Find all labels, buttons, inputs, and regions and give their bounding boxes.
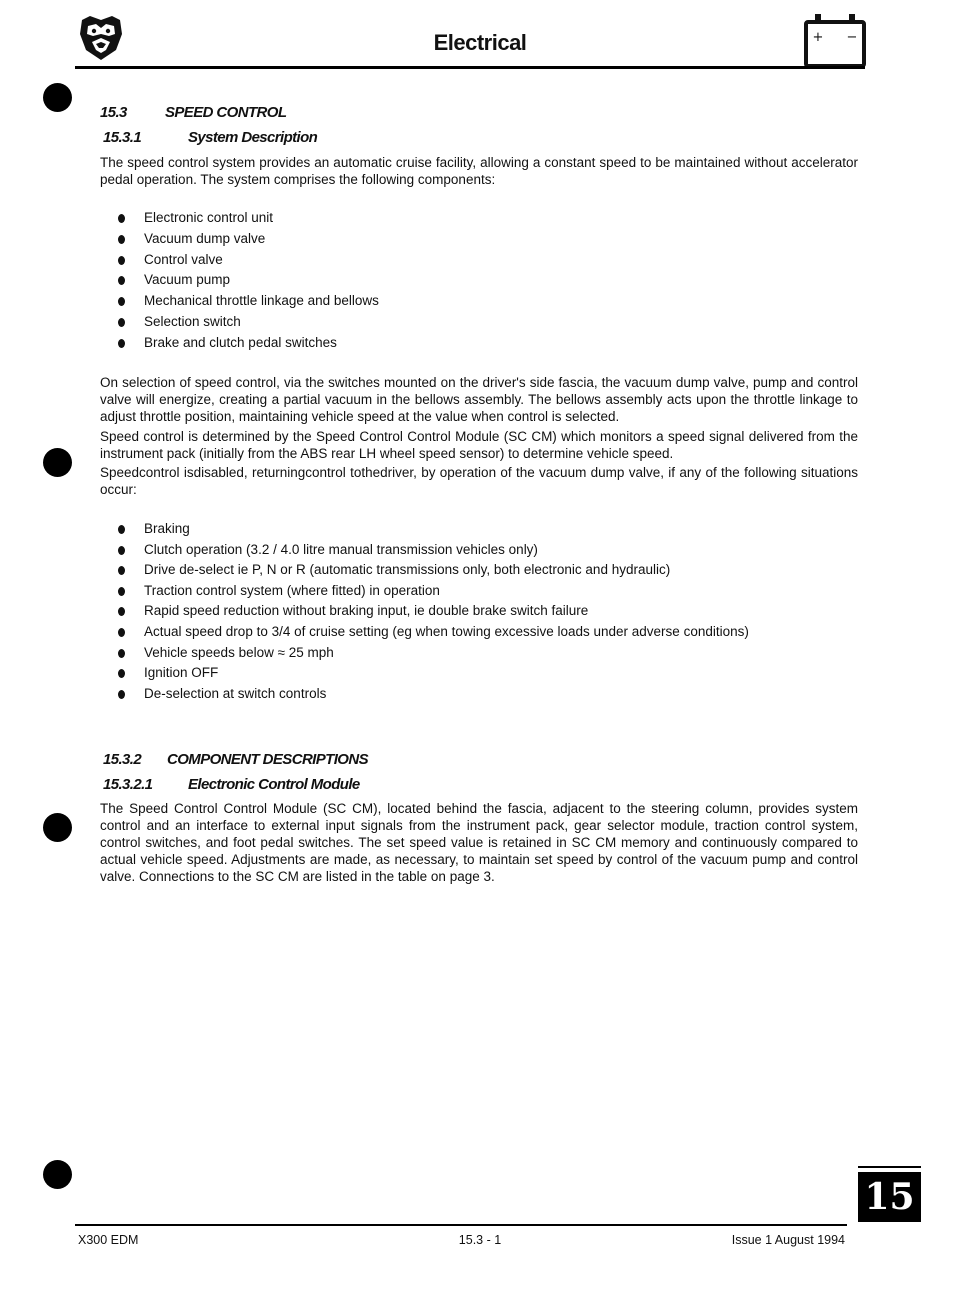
binder-hole [43,1160,72,1189]
subsection-number: 15.3.2.1 [103,776,153,793]
subsection-number: 15.3.2 [103,751,142,768]
list-item: Clutch operation (3.2 / 4.0 litre manual transmission vehicles only) [118,540,749,561]
footer-rule [75,1224,847,1226]
subsection-title: System Description [188,129,318,146]
battery-plus-sign: + [812,30,824,45]
list-item: Ignition OFF [118,663,749,684]
list-item: Braking [118,519,749,540]
ecm-paragraph: The Speed Control Control Module (SC CM), located behind the fascia, adjacent to the steering column, provides system control and an interface to external input signals from the instrument pack, gear selector module, traction control system, control switches, and foot pedal switches. The set speed value is retained in SC CM memory and continuously compared to actual vehicle speed. Adjustments are made, as necessary, to maintain set speed by control of the vacuum pump and control valve. Connections to the SC CM are listed in the table on page 3. [100,801,858,884]
list-item: Vehicle speeds below ≈ 25 mph [118,643,749,664]
footer-issue: Issue 1 August 1994 [731,1233,845,1247]
battery-icon [803,12,867,70]
binder-hole [43,83,72,112]
header-rule [75,66,865,69]
list-item: Control valve [118,250,379,271]
footer-left: X300 EDM [78,1233,139,1247]
list-item: Traction control system (where fitted) in operation [118,581,749,602]
header-title: Electrical [433,30,527,55]
subsection-number: 15.3.1 [103,129,142,146]
list-item: Selection switch [118,312,379,333]
tab-rule [858,1166,921,1168]
page-number: 15.3 - 1 [458,1233,502,1247]
section-number: 15.3 [100,104,127,121]
list-item: Vacuum pump [118,270,379,291]
list-item: Mechanical throttle linkage and bellows [118,291,379,312]
situation-list [118,519,749,704]
list-item: Drive de-select ie P, N or R (automatic transmissions only, both electronic and hydraulic) [118,560,749,581]
list-item: Brake and clutch pedal switches [118,333,379,354]
chapter-tab: 15 [858,1172,921,1222]
binder-hole [43,813,72,842]
list-item: Rapid speed reduction without braking input, ie double brake switch failure [118,601,749,622]
binder-hole [43,448,72,477]
list-item: Actual speed drop to 3/4 of cruise setting (eg when towing excessive loads under adverse conditions) [118,622,749,643]
module-paragraph: Speed control is determined by the Speed Control Control Module (SC CM) which monitors a speed signal delivered from the instrument pack (initially from the ABS rear LH wheel speed sensor) to determine vehicle speed. [100,429,858,461]
disable-paragraph: Speedcontrol isdisabled, returningcontrol tothedriver, by operation of the vacuum dump valve, if any of the following situations occur: [100,465,858,497]
section-title: SPEED CONTROL [165,104,287,121]
component-list [118,208,379,354]
intro-paragraph: The speed control system provides an automatic cruise facility, allowing a constant speed to be maintained without accelerator pedal operation. The system comprises the following components: [100,155,858,187]
operation-paragraph: On selection of speed control, via the switches mounted on the driver's side fascia, the vacuum dump valve, pump and control valve will energize, creating a partial vacuum in the bellows assembly. The bellows assembly acts upon the throttle linkage to adjust throttle position, maintaining vehicle speed at the value when control is selected. [100,375,858,424]
list-item: Vacuum dump valve [118,229,379,250]
subsection-title: Electronic Control Module [188,776,360,793]
list-item: Electronic control unit [118,208,379,229]
list-item: De-selection at switch controls [118,684,749,705]
battery-minus-sign: − [846,30,858,45]
subsection-title: COMPONENT DESCRIPTIONS [167,751,368,768]
